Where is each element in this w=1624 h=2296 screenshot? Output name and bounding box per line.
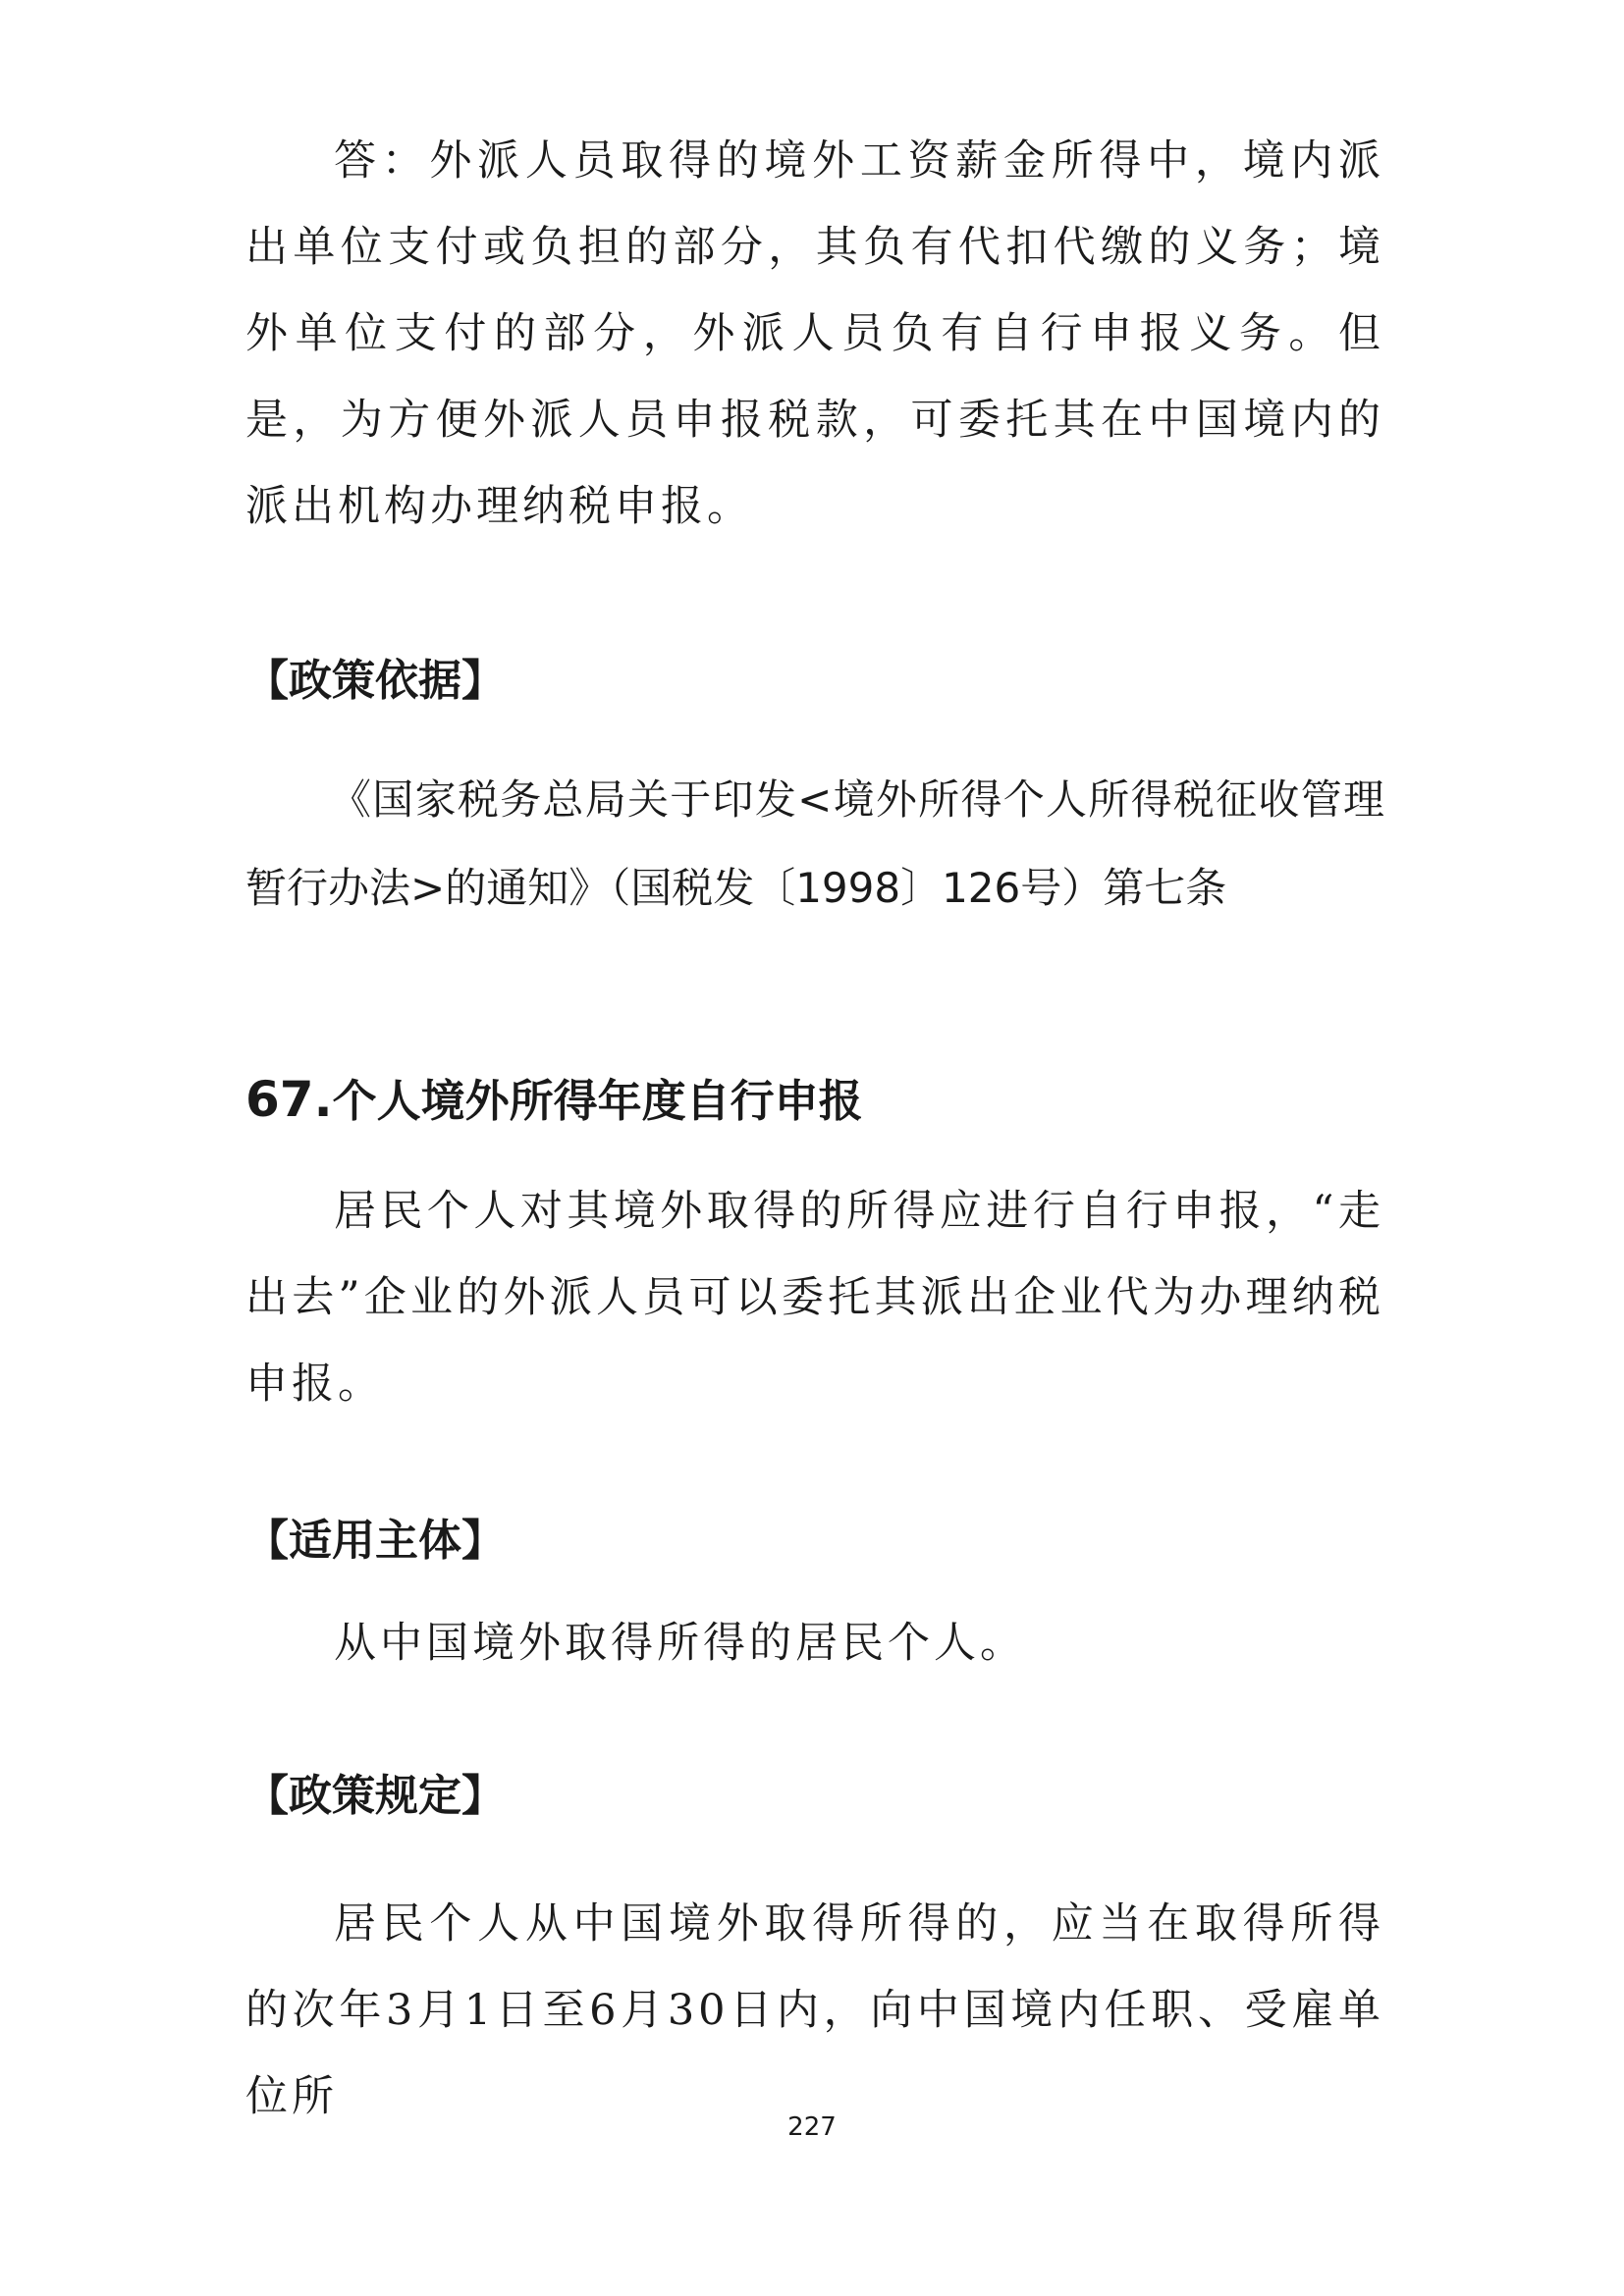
policy-basis-citation: 《国家税务总局关于印发<境外所得个人所得税征收管理暂行办法>的通知》（国税发〔1998〕126号）第七条 <box>245 775 1384 912</box>
page-number: 227 <box>787 2112 837 2142</box>
section-number: 67. <box>245 1071 333 1128</box>
policy-rule-heading: 【政策规定】 <box>245 1771 505 1821</box>
section-title-text: 个人境外所得年度自行申报 <box>332 1075 863 1127</box>
section-title <box>245 1070 1384 1131</box>
policy-basis-heading: 【政策依据】 <box>245 656 505 706</box>
policy-rule-text: 居民个人从中国境外取得所得的，应当在取得所得的次年3月1日至6月30日内，向中国境内任职、受雇单位所 <box>245 1899 1384 2121</box>
applicable-subject-text: 从中国境外取得所得的居民个人。 <box>334 1619 1026 1668</box>
answer-paragraph: 答：外派人员取得的境外工资薪金所得中，境内派出单位支付或负担的部分，其负有代扣代缴的义务；境外单位支付的部分，外派人员负有自行申报义务。但是，为方便外派人员申报税款，可委托其在中国境内的派出机构办理纳税申报。 <box>245 136 1384 531</box>
applicable-subject-heading: 【适用主体】 <box>245 1516 505 1566</box>
section-intro-paragraph: 居民个人对其境外取得的所得应进行自行申报，“走出去”企业的外派人员可以委托其派出企业代为办理纳税申报。 <box>245 1187 1384 1409</box>
